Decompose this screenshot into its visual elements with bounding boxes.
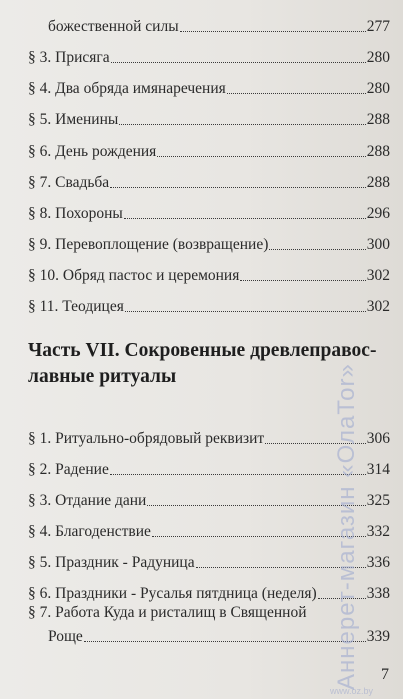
toc-entry	[28, 43, 390, 67]
toc-entry-title: § 11. Теодицея	[28, 298, 124, 315]
toc-entry-page: 296	[366, 205, 390, 222]
toc-entry-title: § 6. Праздники - Русалья пятдница (неделя)	[28, 585, 317, 602]
dot-leader	[227, 93, 366, 94]
part-heading-line: лавные ритуалы	[28, 366, 177, 387]
toc-entry-page: 325	[366, 492, 390, 509]
toc-entry	[28, 230, 390, 254]
toc-entry-title: § 7. Работа Куда и ристалищ в Священной	[28, 604, 307, 621]
dot-leader	[269, 249, 365, 250]
toc-entry	[48, 12, 390, 36]
toc-entry-title: Роще	[48, 628, 83, 645]
dot-leader	[125, 311, 366, 312]
toc-entry-page: 306	[366, 430, 390, 447]
dot-leader	[111, 62, 366, 63]
toc-entry	[28, 137, 390, 161]
toc-entry-page: 288	[366, 143, 390, 160]
toc-entry-page: 302	[366, 298, 390, 315]
toc-entry-title: § 9. Перевоплощение (возвращение)	[28, 236, 269, 253]
toc-entry-title: § 7. Свадьба	[28, 174, 110, 191]
toc-entry-page: 300	[366, 236, 390, 253]
part-heading-line: Часть VII. Сокровенные древлеправос-	[28, 340, 377, 361]
toc-entry-page: 339	[366, 628, 390, 645]
dot-leader	[110, 474, 366, 475]
toc-entry	[28, 199, 390, 223]
toc-entry	[28, 168, 390, 192]
toc-entry-title: § 6. День рождения	[28, 143, 157, 160]
watermark-url: www.oz.by	[330, 686, 374, 696]
toc-entry-title: § 5. Праздник - Радуница	[28, 554, 195, 571]
toc-entry	[28, 105, 390, 129]
toc-entry-title: § 8. Похороны	[28, 205, 123, 222]
toc-entry-title: § 3. Отдание дани	[28, 492, 147, 509]
toc-entry	[28, 292, 390, 316]
toc-entry-title: § 4. Два обряда имянаречения	[28, 80, 226, 97]
toc-entry-page: 336	[366, 554, 390, 571]
page-number: 7	[381, 666, 389, 683]
toc-entry	[28, 74, 390, 98]
toc-entry	[28, 261, 390, 285]
dot-leader	[119, 124, 365, 125]
toc-entry-page: 314	[366, 461, 390, 478]
toc-entry-page: 280	[366, 80, 390, 97]
toc-entry-title: § 10. Обряд пастос и церемония	[28, 267, 240, 284]
toc-entry-page: 302	[366, 267, 390, 284]
toc-entry-page: 338	[366, 585, 390, 602]
toc-entry-page: 288	[366, 111, 390, 128]
toc-entry-page: 288	[366, 174, 390, 191]
watermark: Аннерет-магазин «ОлаТоr»	[333, 363, 360, 690]
toc-entry-page: 332	[366, 523, 390, 540]
toc-entry-page: 277	[366, 18, 390, 35]
toc-entry-title: божественной силы	[48, 18, 179, 35]
toc-entry-title: § 1. Ритуально-обрядовый реквизит	[28, 430, 265, 447]
toc-entry-page: 280	[366, 49, 390, 66]
toc-entry-title: § 2. Радение	[28, 461, 109, 478]
dot-leader	[157, 156, 365, 157]
toc-entry-title: § 3. Присяга	[28, 49, 110, 66]
dot-leader	[240, 280, 365, 281]
toc-entry-title: § 4. Благоденствие	[28, 523, 151, 540]
dot-leader	[110, 187, 366, 188]
dot-leader	[180, 31, 366, 32]
dot-leader	[84, 641, 366, 642]
toc-entry-title: § 5. Именины	[28, 111, 119, 128]
dot-leader	[124, 218, 366, 219]
